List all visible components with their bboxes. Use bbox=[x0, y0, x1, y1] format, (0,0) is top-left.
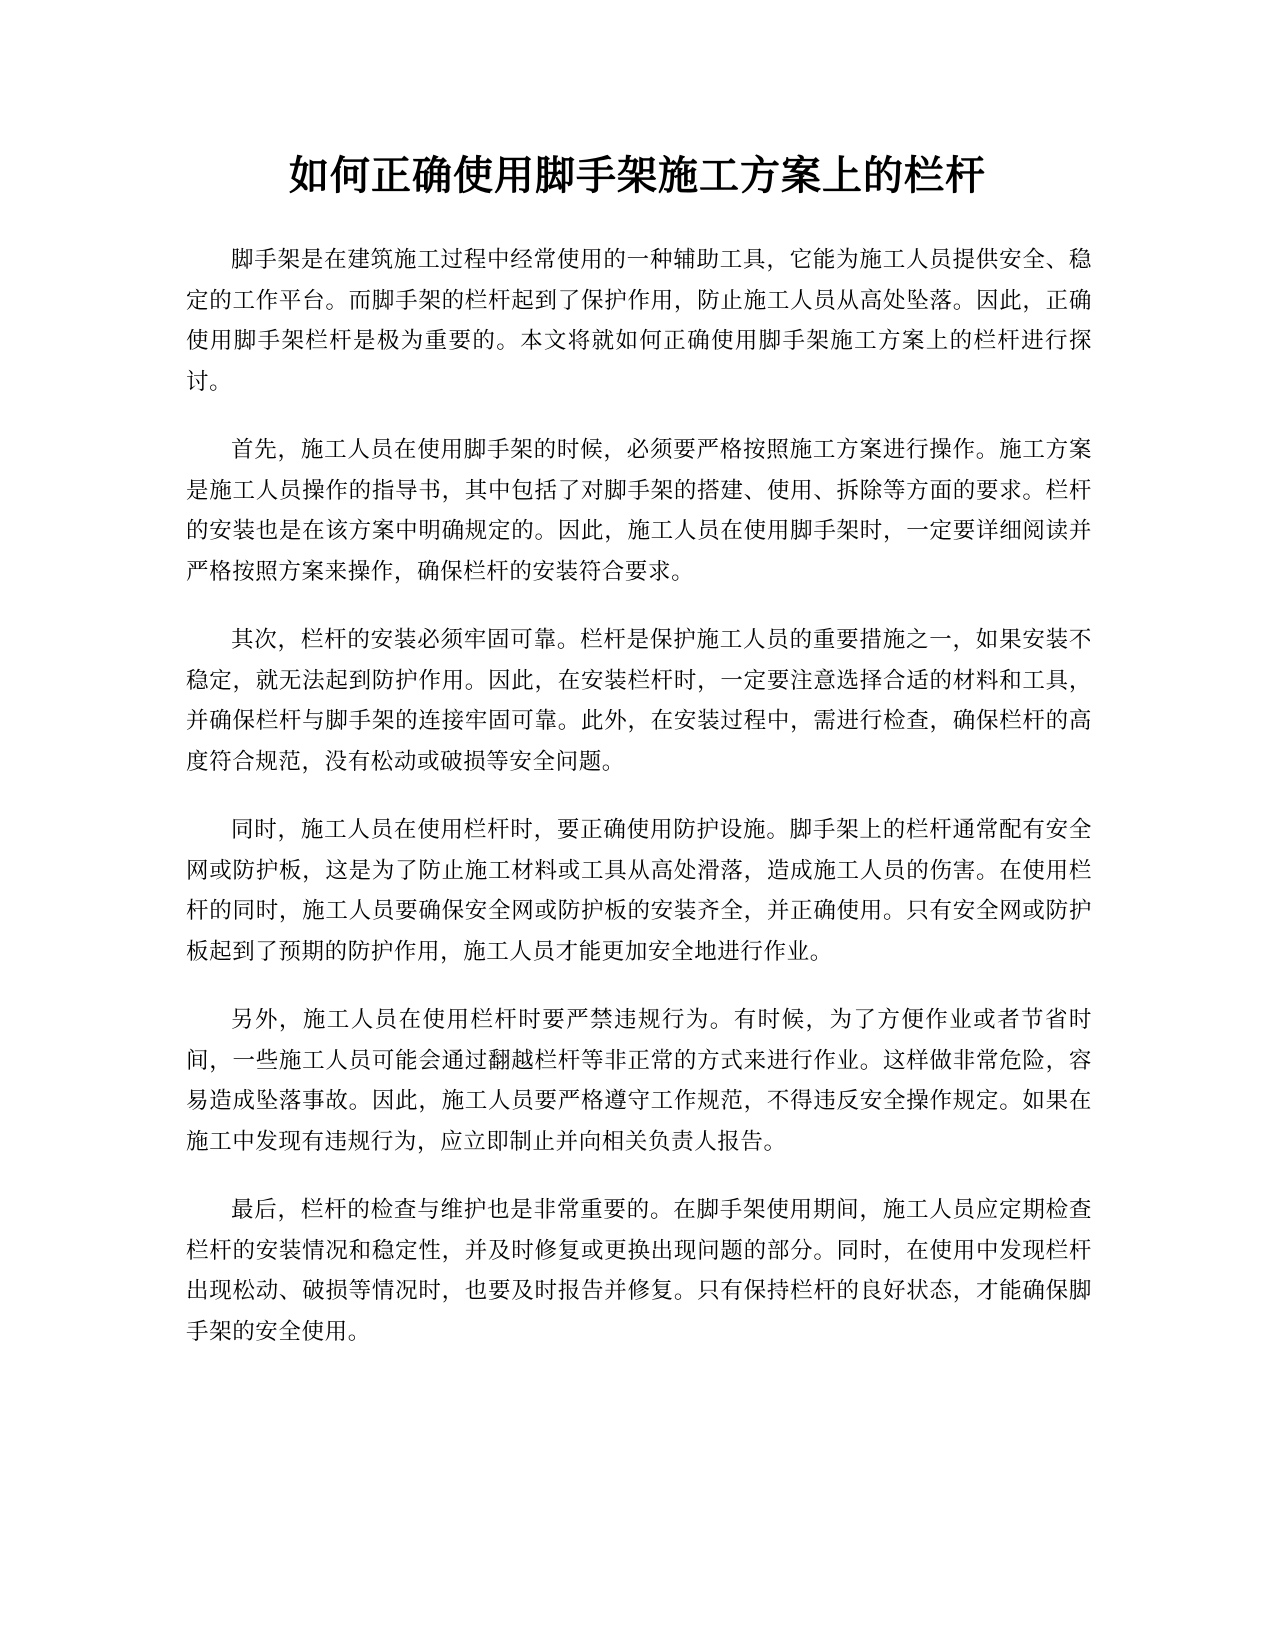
document-body bbox=[186, 240, 1092, 1380]
paragraph-additionally: 另外，施工人员在使用栏杆时要严禁违规行为。有时候，为了方便作业或者节省时间，一些施工人员可能会通过翻越栏杆等非正常的方式来进行作业。这样做非常危险，容易造成坠落事故。因此，施工人员要严格遵守工作规范，不得违反安全操作规定。如果在施工中发现有违规行为，应立即制止并向相关负责人报告。 bbox=[186, 1007, 1092, 1155]
paragraph-intro: 脚手架是在建筑施工过程中经常使用的一种辅助工具，它能为施工人员提供安全、稳定的工作平台。而脚手架的栏杆起到了保护作用，防止施工人员从高处坠落。因此，正确使用脚手架栏杆是极为重要的。本文将就如何正确使用脚手架施工方案上的栏杆进行探讨。 bbox=[186, 247, 1092, 395]
document-title: 如何正确使用脚手架施工方案上的栏杆 bbox=[289, 153, 986, 199]
paragraph-second: 其次，栏杆的安装必须牢固可靠。栏杆是保护施工人员的重要措施之一，如果安装不稳定，就无法起到防护作用。因此，在安装栏杆时，一定要注意选择合适的材料和工具，并确保栏杆与脚手架的连接牢固可靠。此外，在安装过程中，需进行检查，确保栏杆的高度符合规范，没有松动或破损等安全问题。 bbox=[186, 627, 1092, 775]
paragraph-first: 首先，施工人员在使用脚手架的时候，必须要严格按照施工方案进行操作。施工方案是施工人员操作的指导书，其中包括了对脚手架的搭建、使用、拆除等方面的要求。栏杆的安装也是在该方案中明确规定的。因此，施工人员在使用脚手架时，一定要详细阅读并严格按照方案来操作，确保栏杆的安装符合要求。 bbox=[186, 437, 1092, 585]
paragraph-finally: 最后，栏杆的检查与维护也是非常重要的。在脚手架使用期间，施工人员应定期检查栏杆的安装情况和稳定性，并及时修复或更换出现问题的部分。同时，在使用中发现栏杆出现松动、破损等情况时，也要及时报告并修复。只有保持栏杆的良好状态，才能确保脚手架的安全使用。 bbox=[186, 1197, 1092, 1345]
paragraph-meanwhile: 同时，施工人员在使用栏杆时，要正确使用防护设施。脚手架上的栏杆通常配有安全网或防护板，这是为了防止施工材料或工具从高处滑落，造成施工人员的伤害。在使用栏杆的同时，施工人员要确保安全网或防护板的安装齐全，并正确使用。只有安全网或防护板起到了预期的防护作用，施工人员才能更加安全地进行作业。 bbox=[186, 817, 1092, 965]
